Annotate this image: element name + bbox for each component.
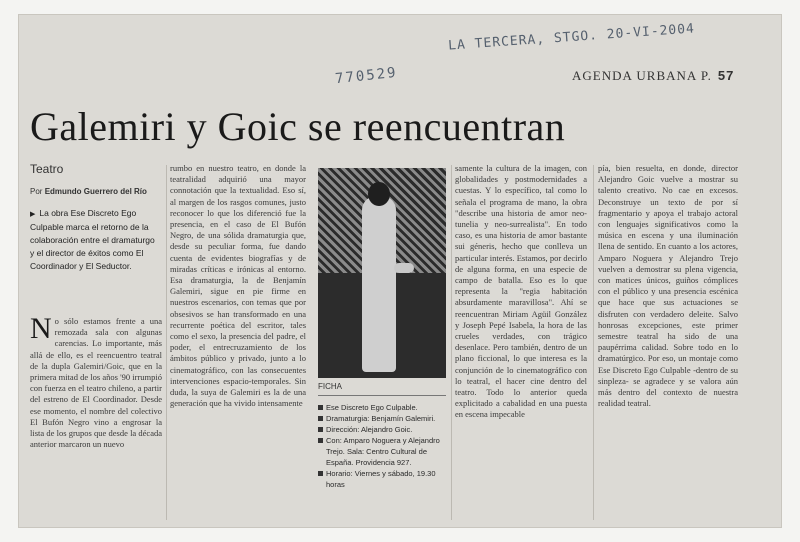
- photo-actress-figure: [362, 196, 396, 372]
- drop-cap: N: [30, 316, 52, 345]
- photo-figure-arm: [394, 263, 414, 273]
- column-divider: [451, 165, 452, 520]
- article-kicker: Teatro: [30, 162, 64, 176]
- info-cast-venue: Con: Amparo Noguera y Alejandro Trejo. Sala: Centro Cultural de España. Providencia 927.: [318, 435, 450, 468]
- section-header: [572, 68, 734, 84]
- byline-author: Edmundo Guerrero del Río: [44, 187, 147, 196]
- page-number: 57: [717, 68, 735, 83]
- byline-prefix: Por: [30, 187, 43, 196]
- article-column-5: pía, bien resuelta, en donde, director Alejandro Goic vuelve a mostrar su talento creativo. No cae en excesos. Deconstruye un texto de por sí fragmentario y apoya el trabajo actoral con lenguajes significativos como la música en escena y una iluminación llena de sentido. En cuanto a los actores, Amparo Noguera y Alejandro Trejo vuelven a demostrar su plena vigencia, con matices únicos, guiños cómplices con el público y una presencia escénica que hace que sus actuaciones se disfruten con verdadero deleite. Salvo honrosas excepciones, este primer semestre teatral ha sido de una paupérrima calidad. Sobre todo en lo dramatúrgico. Por eso, un montaje como Ese Discreto Ego Culpable -dentro de su sinpleza- se agradece y se valora aún más dentro del contexto de nuestra realidad teatral.: [598, 163, 738, 409]
- article-headline: Galemiri y Goic se reencuentran: [30, 104, 566, 149]
- article-byline: [30, 187, 147, 196]
- info-direction: Dirección: Alejandro Goic.: [318, 424, 450, 435]
- column-divider: [593, 165, 594, 520]
- info-dramaturgy: Dramaturgia: Benjamín Galemiri.: [318, 413, 450, 424]
- handwritten-archive-code: 770529: [334, 64, 399, 88]
- play-info-box: [318, 402, 450, 490]
- article-column-2: rumbo en nuestro teatro, en donde la teatralidad adquirió una mayor connotación que la textualidad. Eso sí, al margen de los rasgos comunes, justo reconocer lo que los diferenció fue la presencia, en el caso de El Bufón Negro, de una sólida dramaturgia que, desde su peculiar forma, fue dando cuenta de evidentes biografías y de miradas críticas e irónicas al entorno. Esa dramaturgia, la de Benjamín Galemiri, sigue en pie firme en nuestros escenarios, con temas que por obsesivos se han transformado en una recurrente poética del escritor, tales como el sexo, la presencia del padre, el poder, el entrecruzamiento de los ámbitos público y privado, junto a lo cinematográfico, con las consecuentes intervenciones espacio-temporales. Sin duda, la suya de Galemiri es la de una generación que ha vivido intensamente: [170, 163, 306, 409]
- article-photo: [318, 168, 446, 378]
- photo-credit: FICHA: [318, 382, 342, 391]
- article-lead: ▶ La obra Ese Discreto Ego Culpable marca el retorno de la colaboración entre el dramaturgo y el director de éxitos como El Coordinador y El Seductor.: [30, 207, 160, 273]
- article-column-4: samente la cultura de la imagen, con globalidades y postmodernidades a cuestas. Y lo específico, tal como lo señala el programa de mano, la obra "describe una historia de amor neo-tunelia y neo-surrealista". En todo caso, es una historia de amor bastante sui géneris, hecho que conlleva un particular interés. Estamos, por decirlo de alguna forma, en una especie de campo de batalla. Eso es lo que representa la "regia habitación absurdamente maravillosa". Ahí se reencuentran Miriam Agüil González y Joseph Pepé Isabela, la hora de las crueles verdades, con trágico desenlace. Pero también, dentro de un plano ficcional, lo que interesa es la conjunción de lo cinematográfico con lo teatral, el hacer cine dentro del teatro. Todo lo anterior queda explicitado a cabalidad en una puesta en escena impecable: [455, 163, 587, 420]
- column-divider: [166, 165, 167, 520]
- info-rule: [318, 395, 446, 396]
- info-title: Ese Discreto Ego Culpable.: [318, 402, 450, 413]
- info-schedule: Horario: Viernes y sábado, 19.30 horas: [318, 468, 450, 490]
- article-column-1: [30, 316, 162, 522]
- handwritten-source-note: LA TERCERA, STGO. 20-VI-2004: [447, 21, 696, 54]
- section-name: AGENDA URBANA P.: [572, 68, 712, 83]
- column-1-text: o sólo estamos frente a una remozada sala con algunas carencias. Lo importante, más allá de ello, es el reencuentro teatral de la dupla Galemiri/Goic, que en la primera mitad de los años '90 irrumpió con fuerza en el teatro chileno, a partir del estreno de El Coordinador. Desde ese momento, el nombre del colectivo El Bufón Negro vino a engrosar la lista de los grupos que desde la década anterior marcaron un nuevo: [30, 316, 162, 450]
